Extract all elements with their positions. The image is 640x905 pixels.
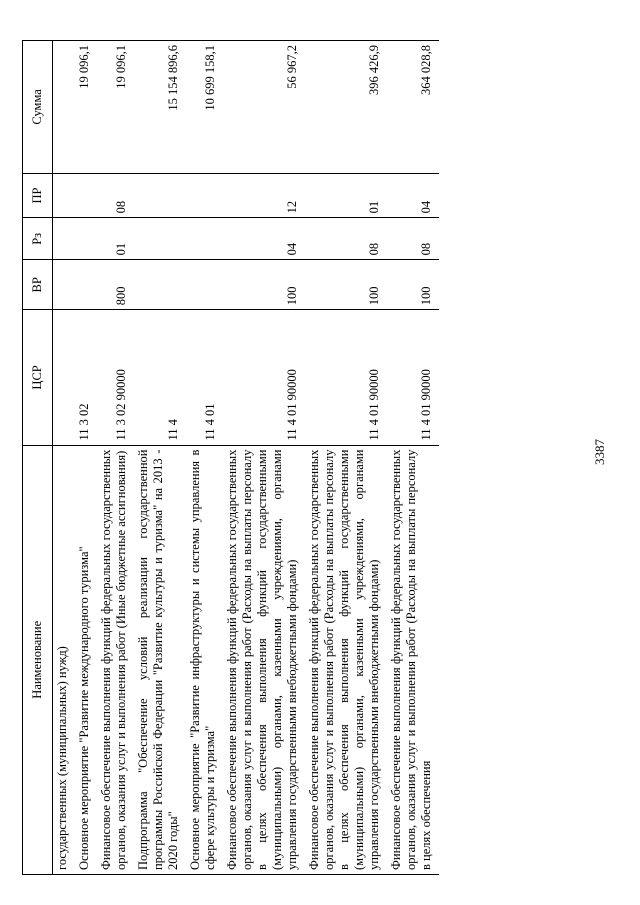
cell-pr: 01 [305, 173, 387, 218]
cell-vr [134, 260, 186, 310]
cell-vr [75, 260, 97, 310]
cell-name: Подпрограмма "Обеспечение условий реализации государственной программы Российской Федерации "Развитие культуры и туризма" на 2013 - 2020 годы" [134, 445, 186, 874]
cell-pr [53, 173, 76, 218]
cell-sum: 15 154 896,6 [134, 41, 186, 174]
cell-rz: 08 [387, 218, 439, 260]
cell-csr: 11 4 01 [186, 310, 223, 445]
header-sum: Сумма [23, 41, 53, 174]
cell-csr: 11 4 [134, 310, 186, 445]
header-rz: Рз [23, 218, 53, 260]
cell-csr: 11 4 01 90000 [223, 310, 305, 445]
cell-pr [186, 173, 223, 218]
table-row [223, 41, 305, 875]
cell-name: Основное мероприятие "Развитие инфраструктуры и системы управления в сфере культуры и туризма" [186, 445, 223, 874]
cell-sum: 10 699 158,1 [186, 41, 223, 174]
cell-name: Финансовое обеспечение выполнения функций федеральных государственных органов, оказания услуг и выполнения работ (Расходы на выплаты персоналу в целях обеспечения выполнения функций государственными (муниципальными) органами, казенными учреждениями, органами управления государственными внебюджетными фондами) [305, 445, 387, 874]
cell-sum [53, 41, 76, 174]
cell-rz: 04 [223, 218, 305, 260]
cell-vr: 100 [387, 260, 439, 310]
cell-rz: 01 [97, 218, 134, 260]
cell-name: Финансовое обеспечение выполнения функций федеральных государственных органов, оказания услуг и выполнения работ (Расходы на выплаты персоналу в целях обеспечения [387, 445, 439, 874]
header-csr: ЦСР [23, 310, 53, 445]
cell-sum: 56 967,2 [223, 41, 305, 174]
cell-rz [75, 218, 97, 260]
header-vr: ВР [23, 260, 53, 310]
cell-name: Финансовое обеспечение выполнения функций федеральных государственных органов, оказания услуг и выполнения работ (Расходы на выплаты персоналу в целях обеспечения выполнения функций государственными (муниципальными) органами, казенными учреждениями, органами управления государственными внебюджетными фондами) [223, 445, 305, 874]
budget-table [22, 40, 439, 875]
cell-sum: 19 096,1 [75, 41, 97, 174]
cell-name: Финансовое обеспечение выполнения функций федеральных государственных органов, оказания услуг и выполнения работ (Иные бюджетные ассигнования) [97, 445, 134, 874]
header-name: Наименование [23, 445, 53, 874]
cell-rz [53, 218, 76, 260]
cell-csr: 11 3 02 90000 [97, 310, 134, 445]
cell-sum: 364 028,8 [387, 41, 439, 174]
table-header-row [23, 41, 53, 875]
cell-name: государственных (муниципальных) нужд) [53, 445, 76, 874]
cell-vr [53, 260, 76, 310]
cell-vr [186, 260, 223, 310]
cell-pr [134, 173, 186, 218]
cell-rz [134, 218, 186, 260]
table-row [53, 41, 76, 875]
cell-pr: 04 [387, 173, 439, 218]
cell-rz [186, 218, 223, 260]
cell-pr [75, 173, 97, 218]
cell-sum: 19 096,1 [97, 41, 134, 174]
table-row [97, 41, 134, 875]
header-pr: ПР [23, 173, 53, 218]
table-row [387, 41, 439, 875]
cell-csr: 11 4 01 90000 [387, 310, 439, 445]
cell-csr [53, 310, 76, 445]
cell-pr: 08 [97, 173, 134, 218]
cell-csr: 11 3 02 [75, 310, 97, 445]
table-row [134, 41, 186, 875]
table-row [75, 41, 97, 875]
table-row [305, 41, 387, 875]
cell-csr: 11 4 01 90000 [305, 310, 387, 445]
cell-pr: 12 [223, 173, 305, 218]
cell-vr: 100 [223, 260, 305, 310]
cell-sum: 396 426,9 [305, 41, 387, 174]
cell-name: Основное мероприятие "Развитие международного туризма" [75, 445, 97, 874]
cell-vr: 100 [305, 260, 387, 310]
cell-rz: 08 [305, 218, 387, 260]
page-number: 3387 [592, 439, 607, 465]
table-row [186, 41, 223, 875]
cell-vr: 800 [97, 260, 134, 310]
